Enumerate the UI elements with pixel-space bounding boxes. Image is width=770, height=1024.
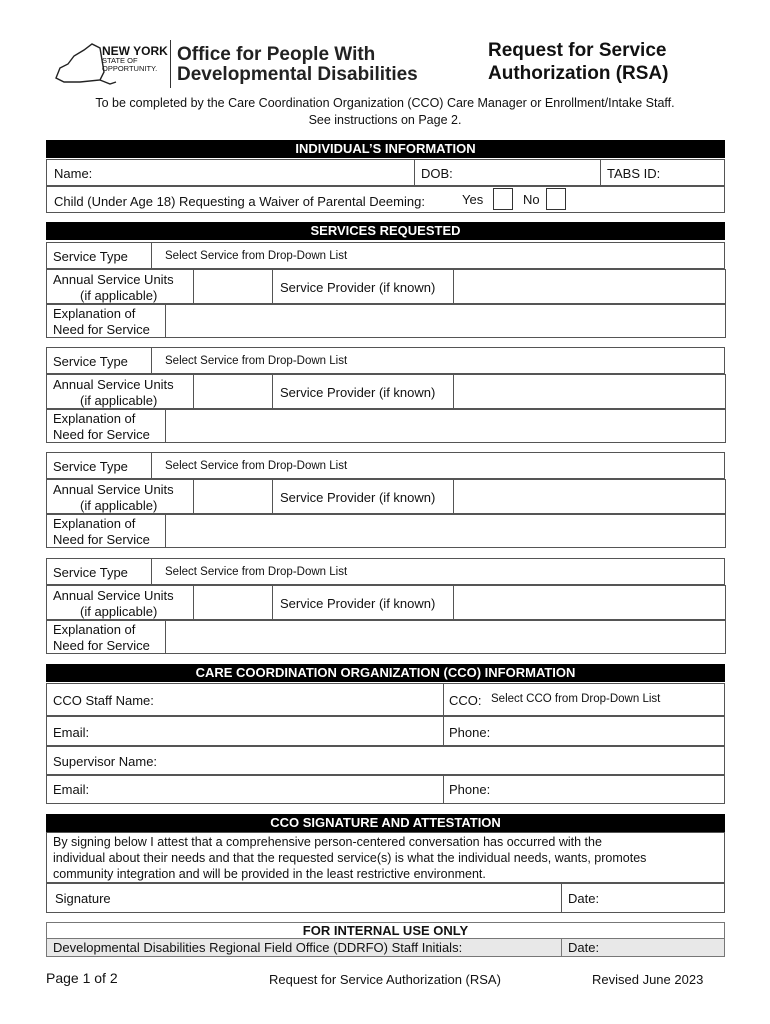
units-row <box>46 269 725 304</box>
service-type-label: Service Type <box>53 459 128 474</box>
units-label-line2: (if applicable) <box>80 604 158 619</box>
need-input[interactable] <box>165 409 726 443</box>
no-checkbox[interactable] <box>546 188 566 210</box>
individual-heading: INDIVIDUAL’S INFORMATION <box>46 140 725 158</box>
service-type-dropdown[interactable]: Select Service from Drop-Down List <box>165 460 348 472</box>
need-input[interactable] <box>165 620 726 654</box>
supervisor-email-label: Email: <box>53 782 90 797</box>
provider-label: Service Provider (if known) <box>280 280 436 295</box>
need-label-line1: Explanation of <box>53 306 136 321</box>
internal-divider <box>561 939 562 956</box>
tabs-id-label: TABS ID: <box>607 166 661 181</box>
need-label-line2: Need for Service <box>53 427 150 442</box>
service-type-dropdown[interactable]: Select Service from Drop-Down List <box>165 250 348 262</box>
units-label-line2: (if applicable) <box>80 498 158 513</box>
waiver-row <box>46 186 725 213</box>
internal-row <box>46 938 725 957</box>
units-input[interactable] <box>193 479 273 514</box>
attestation-line1: By signing below I attest that a comprehensive person-centered conversation has occurred with the <box>53 835 602 849</box>
agency-name-line1: Office for People With <box>177 44 376 65</box>
ddrfo-initials-label: Developmental Disabilities Regional Field Office (DDRFO) Staff Initials: <box>53 940 463 955</box>
service-block <box>46 558 725 654</box>
name-row <box>46 159 725 186</box>
ny-logo-line3: OPPORTUNITY. <box>102 64 158 73</box>
tabs-divider <box>600 160 601 185</box>
form-title-line1: Request for Service <box>488 40 667 61</box>
services-heading: SERVICES REQUESTED <box>46 222 725 240</box>
logo-divider <box>170 40 171 88</box>
service-type-row <box>46 347 725 374</box>
provider-label: Service Provider (if known) <box>280 385 436 400</box>
service-type-dropdown[interactable]: Select Service from Drop-Down List <box>165 355 348 367</box>
internal-heading: FOR INTERNAL USE ONLY <box>302 923 469 938</box>
service-type-divider <box>151 559 152 584</box>
need-label-line2: Need for Service <box>53 322 150 337</box>
service-type-label: Service Type <box>53 565 128 580</box>
units-label-line1: Annual Service Units <box>53 482 174 497</box>
waiver-label: Child (Under Age 18) Requesting a Waiver of Parental Deeming: <box>54 194 425 209</box>
internal-heading-box <box>46 922 725 939</box>
provider-input[interactable] <box>453 374 726 409</box>
signature-divider <box>561 884 562 912</box>
units-input[interactable] <box>193 374 273 409</box>
cco-label: CCO: <box>449 693 482 708</box>
cco-phone-label: Phone: <box>449 725 491 740</box>
supervisor-email-input[interactable] <box>99 776 439 803</box>
form-title-line2: Authorization (RSA) <box>488 63 669 84</box>
cco-divider <box>443 684 444 715</box>
cco-email-row <box>46 716 725 746</box>
intro-line2: See instructions on Page 2. <box>308 113 462 127</box>
provider-input[interactable] <box>453 585 726 620</box>
service-block <box>46 242 725 338</box>
attestation-line2: individual about their needs and that the requested service(s) is what the individual needs, wants, promotes <box>53 851 647 865</box>
units-label-line2: (if applicable) <box>80 288 158 303</box>
units-input[interactable] <box>193 269 273 304</box>
units-label-line1: Annual Service Units <box>53 588 174 603</box>
service-type-row <box>46 452 725 479</box>
need-input[interactable] <box>165 304 726 338</box>
units-label-line2: (if applicable) <box>80 393 158 408</box>
supervisor-name-label: Supervisor Name: <box>53 754 158 769</box>
service-type-dropdown[interactable]: Select Service from Drop-Down List <box>165 566 348 578</box>
supervisor-row <box>46 746 725 775</box>
units-label-line1: Annual Service Units <box>53 272 174 287</box>
intro-line1: To be completed by the Care Coordination Organization (CCO) Care Manager or Enrollment/Intake Staff. <box>95 96 675 110</box>
service-type-divider <box>151 348 152 373</box>
yes-checkbox[interactable] <box>493 188 513 210</box>
need-label-line2: Need for Service <box>53 532 150 547</box>
units-label-line1: Annual Service Units <box>53 377 174 392</box>
provider-label: Service Provider (if known) <box>280 596 436 611</box>
cco-staff-name-label: CCO Staff Name: <box>53 693 154 708</box>
need-label-line1: Explanation of <box>53 516 136 531</box>
signature-heading: CCO SIGNATURE AND ATTESTATION <box>46 814 725 832</box>
units-row <box>46 585 725 620</box>
cco-staff-row <box>46 683 725 716</box>
dob-input[interactable] <box>457 160 600 185</box>
service-block <box>46 452 725 548</box>
service-type-row <box>46 242 725 269</box>
service-type-label: Service Type <box>53 249 128 264</box>
need-row <box>46 304 725 338</box>
provider-input[interactable] <box>453 269 726 304</box>
yes-label: Yes <box>462 192 484 207</box>
need-row <box>46 514 725 548</box>
units-row <box>46 479 725 514</box>
cco-email-label: Email: <box>53 725 90 740</box>
signature-label: Signature <box>55 891 111 906</box>
dob-label: DOB: <box>421 166 453 181</box>
supervisor-email-divider <box>443 776 444 803</box>
tabs-id-input[interactable] <box>667 160 725 185</box>
provider-input[interactable] <box>453 479 726 514</box>
supervisor-email-row <box>46 775 725 804</box>
cco-heading: CARE COORDINATION ORGANIZATION (CCO) INFORMATION <box>46 664 725 682</box>
agency-name-line2: Developmental Disabilities <box>177 64 418 85</box>
service-type-row <box>46 558 725 585</box>
dob-divider <box>414 160 415 185</box>
internal-date-label: Date: <box>568 940 600 955</box>
ny-logo-line1: NEW YORK <box>102 44 168 58</box>
signature-input[interactable] <box>117 884 557 912</box>
need-label-line1: Explanation of <box>53 411 136 426</box>
signature-row <box>46 883 725 913</box>
cco-staff-name-input[interactable] <box>165 684 435 715</box>
footer-form-name: Request for Service Authorization (RSA) <box>269 972 501 987</box>
signature-date-input[interactable] <box>607 884 725 912</box>
service-block <box>46 347 725 443</box>
need-label-line1: Explanation of <box>53 622 136 637</box>
need-row <box>46 620 725 654</box>
name-label: Name: <box>54 166 93 181</box>
service-type-label: Service Type <box>53 354 128 369</box>
supervisor-phone-input[interactable] <box>499 776 725 803</box>
page-number: Page 1 of 2 <box>46 970 118 986</box>
attestation-line3: community integration and will be provided in the least restrictive environment. <box>53 867 486 881</box>
need-row <box>46 409 725 443</box>
no-label: No <box>523 192 540 207</box>
ny-state-logo <box>50 38 168 88</box>
service-type-divider <box>151 243 152 268</box>
cco-email-input[interactable] <box>99 717 439 745</box>
name-input[interactable] <box>107 160 457 185</box>
cco-dropdown[interactable]: Select CCO from Drop-Down List <box>491 693 661 705</box>
ny-logo-line2: STATE OF <box>102 56 138 65</box>
supervisor-name-input[interactable] <box>171 747 725 774</box>
signature-date-label: Date: <box>568 891 600 906</box>
cco-email-divider <box>443 717 444 745</box>
units-row <box>46 374 725 409</box>
footer-revised: Revised June 2023 <box>592 972 704 987</box>
supervisor-phone-label: Phone: <box>449 782 491 797</box>
units-input[interactable] <box>193 585 273 620</box>
cco-phone-input[interactable] <box>499 717 725 745</box>
attestation-box <box>46 832 725 883</box>
service-type-divider <box>151 453 152 478</box>
provider-label: Service Provider (if known) <box>280 490 436 505</box>
need-label-line2: Need for Service <box>53 638 150 653</box>
need-input[interactable] <box>165 514 726 548</box>
